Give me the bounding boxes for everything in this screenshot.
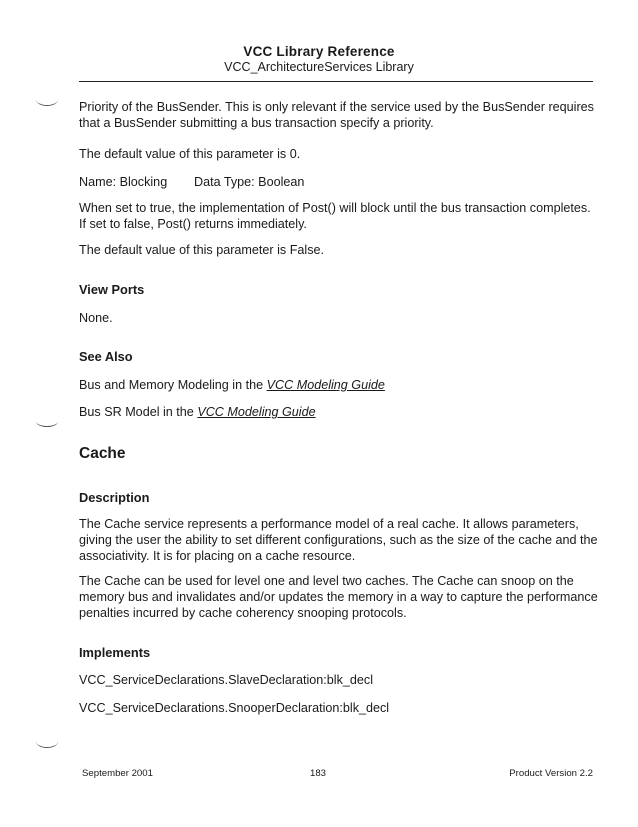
see-also-item [79, 404, 599, 420]
parameter-row [79, 174, 599, 190]
priority-paragraph: Priority of the BusSender. This is only relevant if the service used by the BusSender requires that a BusSender submitting a bus transaction specify a priority. [79, 100, 594, 130]
see-also-heading: See Also [79, 349, 133, 364]
modeling-guide-link[interactable]: VCC Modeling Guide [266, 378, 385, 392]
see-also-item [79, 377, 599, 393]
implements-heading: Implements [79, 645, 151, 660]
implements-item: VCC_ServiceDeclarations.SnooperDeclaration:blk_decl [79, 701, 390, 715]
view-ports-text: None. [79, 311, 113, 325]
description-heading: Description [79, 490, 150, 505]
footer-date: September 2001 [82, 768, 153, 779]
implements-item: VCC_ServiceDeclarations.SlaveDeclaration:blk_decl [79, 673, 373, 687]
punch-hole-mark [36, 416, 58, 427]
modeling-guide-link[interactable]: VCC Modeling Guide [197, 405, 316, 419]
punch-hole-mark [36, 735, 58, 748]
punch-hole-mark [36, 93, 58, 106]
running-header-subtitle: VCC_ArchitectureServices Library [224, 60, 414, 74]
running-header-title: VCC Library Reference [243, 44, 395, 59]
header-rule [79, 81, 593, 82]
see-also-text: Bus and Memory Modeling in the [79, 378, 267, 392]
view-ports-heading: View Ports [79, 282, 145, 297]
cache-levels-paragraph: The Cache can be used for level one and level two caches. The Cache can snoop on the memory bus and invalidates and/or updates the memory in a way to capture the performance penalties incurred by cache coherency snooping protocols. [79, 574, 598, 620]
parameter-type: Data Type: Boolean [194, 175, 305, 189]
footer-page-number: 183 [310, 768, 327, 779]
cache-description-paragraph: The Cache service represents a performance model of a real cache. It allows parameters, giving the user the ability to set different configurations, such as the size of the cache and the associativity. It is for placing on a cache resource. [79, 517, 598, 563]
parameter-name: Name: Blocking [79, 175, 168, 189]
default-value-paragraph: The default value of this parameter is 0. [79, 147, 301, 161]
footer-product-version: Product Version 2.2 [509, 768, 593, 779]
see-also-text: Bus SR Model in the [79, 405, 198, 419]
cache-section-heading: Cache [79, 445, 126, 462]
blocking-paragraph: When set to true, the implementation of Post() will block until the bus transaction completes. If set to false, Post() returns immediately. [79, 201, 591, 231]
default-false-paragraph: The default value of this parameter is False. [79, 243, 325, 257]
